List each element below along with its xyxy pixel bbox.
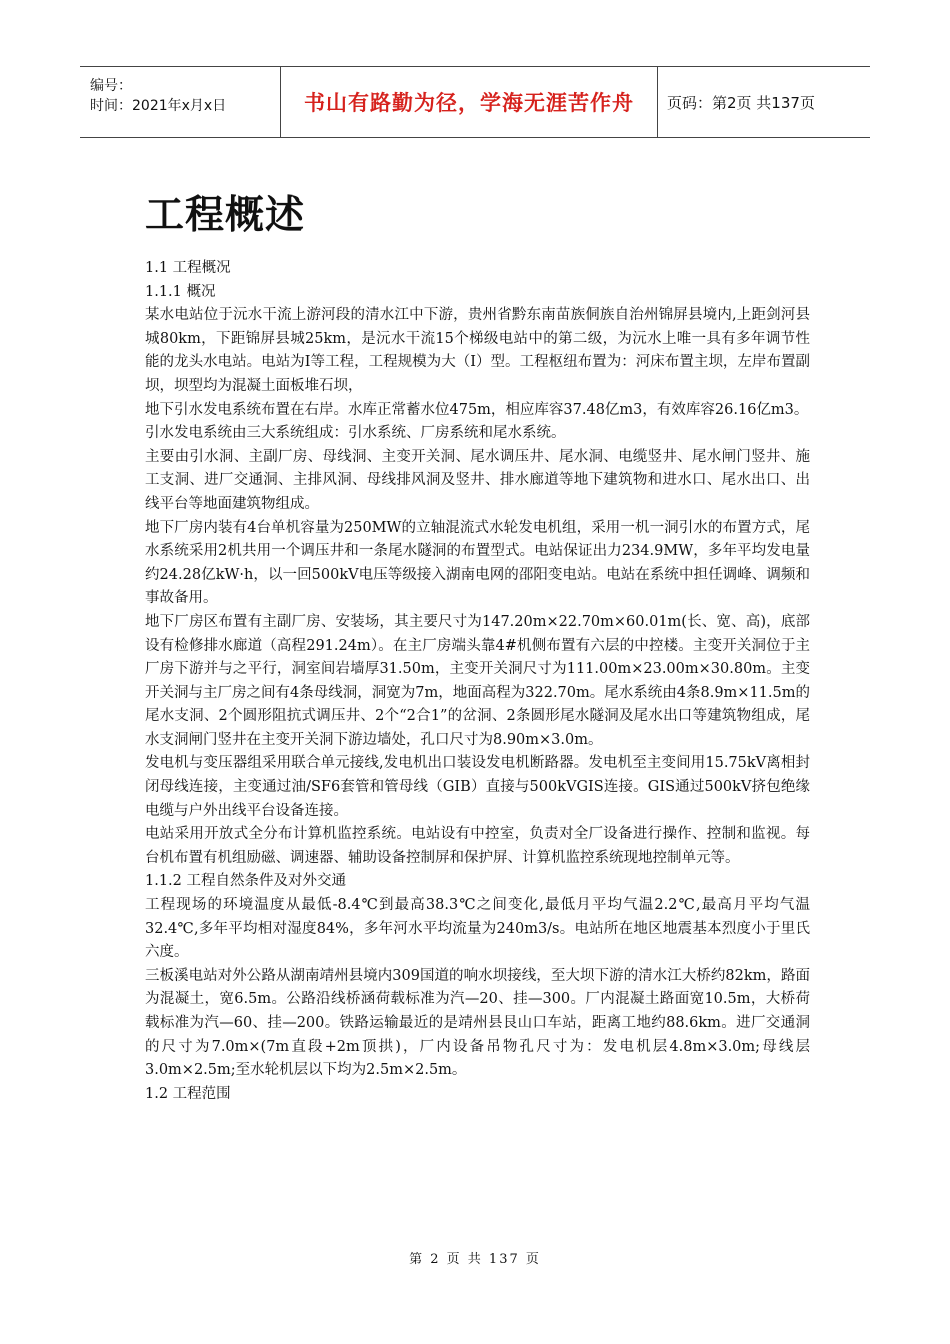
body-paragraph: 引水发电系统由三大系统组成：引水系统、厂房系统和尾水系统。 [145, 425, 566, 442]
body-paragraph: 某水电站位于沅水干流上游河段的清水江中下游，贵州省黔东南苗族侗族自治州锦屏县境内,上距剑河县城80km，下距锦屏县城25km，是沅水干流15个梯级电站中的第二级，为沅水上唯一具有多年调节性能的龙头水电站。电站为I等工程，工程规模为大（I）型。工程枢纽布置为：河床布置主坝，左岸布置副坝，坝型均为混凝土面板堆石坝， [145, 307, 810, 394]
subsection-heading: 1.1.2 工程自然条件及对外交通 [145, 873, 347, 890]
body-paragraph: 地下厂房内装有4台单机容量为250MW的立轴混流式水轮发电机组，采用一机一洞引水的布置方式，尾水系统采用2机共用一个调压井和一条尾水隧洞的布置型式。电站保证出力234.9MW，多年平均发电量约24.28亿kW·h，以一回500kV电压等级接入湖南电网的邵阳变电站。电站在系统中担任调峰、调频和事故备用。 [145, 519, 810, 607]
body-paragraph: 主要由引水洞、主副厂房、母线洞、主变开关洞、尾水调压井、尾水洞、电缆竖井、尾水闸门竖井、施工支洞、进厂交通洞、主排风洞、母线排风洞及竖井、排水廊道等地下建筑物和进水口、尾水出口、出线平台等地面建筑物组成。 [145, 448, 810, 512]
header-page-info: 页码：第2页 共137页 [667, 93, 815, 112]
subsection-heading: 1.1.1 概况 [145, 283, 216, 300]
section-heading: 1.2 工程范围 [145, 1085, 231, 1102]
document-body [145, 257, 810, 1106]
body-paragraph: 三板溪电站对外公路从湖南靖州县境内309国道的响水坝接线，至大坝下游的清水江大桥约82km，路面为混凝土，宽6.5m。公路沿线桥涵荷载标准为汽—20、挂—300。厂内混凝土路面宽10.5m，大桥荷载标准为汽—60、挂—200。铁路运输最近的是靖州县艮山口车站，距离工地约88.6km。进厂交通洞的尺寸为7.0m×(7m直段+2m顶拱)，厂内设备吊物孔尺寸为：发电机层4.8m×3.0m;母线层3.0m×2.5m;至水轮机层以下均为2.5m×2.5m。 [145, 967, 810, 1079]
body-paragraph: 工程现场的环境温度从最低-8.4℃到最高38.3℃之间变化,最低月平均气温2.2℃,最高月平均气温32.4℃,多年平均相对湿度84%，多年河水平均流量为240m3/s。电站所在地区地震基本烈度小于里氏六度。 [145, 897, 810, 961]
header-motto: 书山有路勤为径，学海无涯苦作舟 [304, 91, 634, 115]
header-motto-cell [280, 67, 658, 137]
header-table [80, 66, 870, 138]
document-date-label: 时间：2021年x月x日 [90, 98, 227, 114]
body-paragraph: 地下引水发电系统布置在右岸。水库正常蓄水位475m，相应库容37.48亿m3，有效库容26.16亿m3。 [145, 401, 809, 418]
page-title: 工程概述 [145, 193, 306, 238]
body-paragraph: 电站采用开放式全分布计算机监控系统。电站设有中控室，负责对全厂设备进行操作、控制和监视。每台机布置有机组励磁、调速器、辅助设备控制屏和保护屏、计算机监控系统现地控制单元等。 [145, 826, 810, 866]
body-paragraph: 地下厂房区布置有主副厂房、安装场，其主要尺寸为147.20m×22.70m×60.01m(长、宽、高)，底部设有检修排水廊道（高程291.24m）。在主厂房端头靠4#机侧布置有六层的中控楼。主变开关洞位于主厂房下游并与之平行，洞室间岩墙厚31.50m，主变开关洞尺寸为111.00m×23.00m×30.80m。主变开关洞与主厂房之间有4条母线洞，洞宽为7m，地面高程为322.70m。尾水系统由4条8.9m×11.5m的尾水支洞、2个圆形阻抗式调压井、2个“2合1”的岔洞、2条圆形尾水隧洞及尾水出口等建筑物组成，尾水支洞闸门竖井在主变开关洞下游边墙处，孔口尺寸为8.90m×3.0m。 [145, 613, 810, 748]
document-number-label: 编号： [90, 78, 132, 94]
page-footer: 第 2 页 共 137 页 [409, 1252, 541, 1267]
header-meta-cell [80, 67, 280, 137]
body-paragraph: 发电机与变压器组采用联合单元接线,发电机出口装设发电机断路器。发电机至主变间用15.75kV离相封闭母线连接，主变通过油/SF6套管和管母线（GIB）直接与500kVGIS连接。GIS通过500kV挤包绝缘电缆与户外出线平台设备连接。 [145, 755, 810, 819]
section-heading: 1.1 工程概况 [145, 260, 231, 276]
